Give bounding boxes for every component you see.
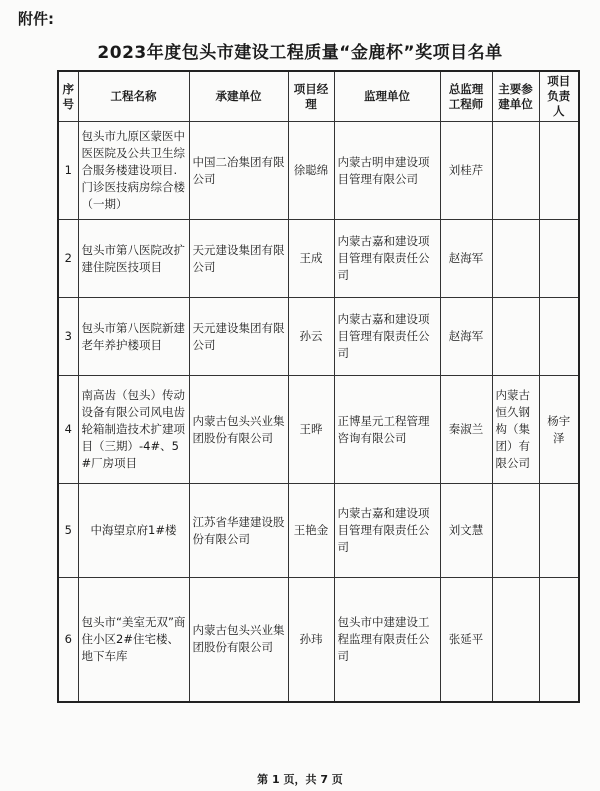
cell-participant [492,484,539,578]
attachment-label: 附件: [18,10,54,28]
cell-project: 中海望京府1#楼 [78,484,189,578]
cell-lead [539,122,579,220]
table-row [58,376,579,484]
cell-chief-engineer: 刘文慧 [440,484,492,578]
cell-contractor: 天元建设集团有限公司 [189,220,288,298]
cell-participant [492,220,539,298]
cell-manager: 孙云 [288,298,334,376]
cell-lead [539,484,579,578]
table-row [58,298,579,376]
header-chief-engineer: 总监理工程师 [440,71,492,122]
document-title: 2023年度包头市建设工程质量“金鹿杯”奖项目名单 [97,43,503,63]
page-footer: 第 1 页，共 7 页 [257,773,343,786]
cell-lead: 杨宇泽 [539,376,579,484]
cell-project: 南高齿（包头）传动设备有限公司风电齿轮箱制造技术扩建项目（三期）-4#、5#厂房项目 [78,376,189,484]
cell-manager: 孙玮 [288,578,334,702]
cell-participant: 内蒙古恒久钢构（集团）有限公司 [492,376,539,484]
cell-seq: 1 [58,122,78,220]
table-row [58,578,579,702]
cell-supervisor: 正博星元工程管理咨询有限公司 [334,376,440,484]
table-row [58,220,579,298]
cell-project: 包头市第八医院新建老年养护楼项目 [78,298,189,376]
table-row [58,484,579,578]
cell-lead [539,578,579,702]
cell-participant [492,122,539,220]
cell-seq: 3 [58,298,78,376]
cell-contractor: 天元建设集团有限公司 [189,298,288,376]
table-row [58,122,579,220]
cell-seq: 4 [58,376,78,484]
cell-manager: 王晔 [288,376,334,484]
cell-contractor: 中国二冶集团有限公司 [189,122,288,220]
cell-contractor: 江苏省华建建设股份有限公司 [189,484,288,578]
header-row [58,71,579,122]
cell-seq: 2 [58,220,78,298]
header-project: 工程名称 [78,71,189,122]
cell-participant [492,578,539,702]
cell-seq: 6 [58,578,78,702]
cell-manager: 王艳金 [288,484,334,578]
header-participant: 主要参建单位 [492,71,539,122]
header-manager: 项目经理 [288,71,334,122]
header-contractor: 承建单位 [189,71,288,122]
cell-manager: 王成 [288,220,334,298]
header-lead: 项目负责人 [539,71,579,122]
cell-contractor: 内蒙古包头兴业集团股份有限公司 [189,376,288,484]
cell-project: 包头市“美室无双”商住小区2#住宅楼、地下车库 [78,578,189,702]
cell-lead [539,298,579,376]
cell-chief-engineer: 赵海军 [440,298,492,376]
cell-supervisor: 内蒙古嘉和建设项目管理有限责任公司 [334,220,440,298]
header-seq: 序号 [58,71,78,122]
cell-project: 包头市九原区蒙医中医医院及公共卫生综合服务楼建设项目.门诊医技病房综合楼（一期） [78,122,189,220]
cell-supervisor: 内蒙古嘉和建设项目管理有限责任公司 [334,298,440,376]
cell-seq: 5 [58,484,78,578]
cell-chief-engineer: 秦淑兰 [440,376,492,484]
cell-chief-engineer: 张延平 [440,578,492,702]
project-table [57,70,580,703]
cell-chief-engineer: 赵海军 [440,220,492,298]
cell-chief-engineer: 刘桂芹 [440,122,492,220]
cell-supervisor: 内蒙古明申建设项目管理有限公司 [334,122,440,220]
cell-participant [492,298,539,376]
header-supervisor: 监理单位 [334,71,440,122]
cell-supervisor: 包头市中建建设工程监理有限责任公司 [334,578,440,702]
cell-lead [539,220,579,298]
cell-manager: 徐聪绵 [288,122,334,220]
cell-supervisor: 内蒙古嘉和建设项目管理有限责任公司 [334,484,440,578]
cell-project: 包头市第八医院改扩建住院医技项目 [78,220,189,298]
cell-contractor: 内蒙古包头兴业集团股份有限公司 [189,578,288,702]
